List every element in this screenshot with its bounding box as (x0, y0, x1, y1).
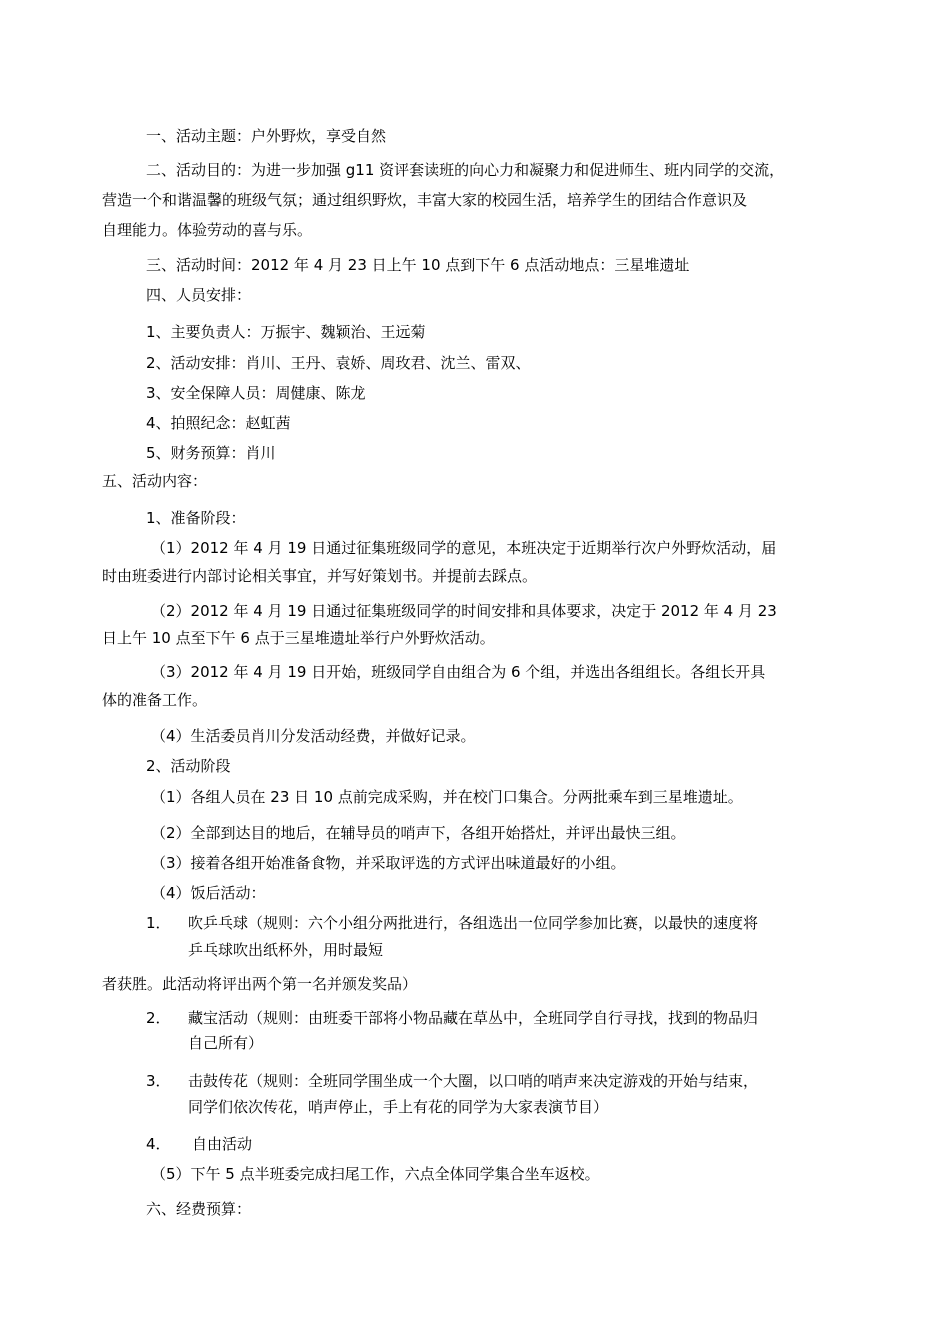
game-1-number: 1． (146, 914, 171, 932)
section-budget: 六、经费预算： (146, 1200, 252, 1218)
game-1-line1 (146, 913, 758, 933)
staff-item: 5、财务预算：肖川 (146, 444, 276, 462)
prepare-item-2-line2: 日上午 10 点至下午 6 点于三星堆遗址举行户外野炊活动。 (102, 629, 495, 647)
stage-activity-heading: 2、活动阶段 (146, 757, 231, 775)
prepare-item-3-line1: （3）2012 年 4 月 19 日开始，班级同学自由组合为 6 个组，并选出各组组长。各组长开具 (151, 663, 766, 681)
activity-item-2: （2）全部到达目的地后，在辅导员的哨声下，各组开始搭灶，并评出最快三组。 (151, 824, 686, 842)
game-1-text: 吹乒乓球（规则：六个小组分两批进行，各组选出一位同学参加比赛，以最快的速度将 (188, 914, 759, 932)
game-1-line3: 者获胜。此活动将评出两个第一名并颁发奖品） (102, 975, 418, 993)
game-3-text: 击鼓传花（规则：全班同学围坐成一个大圈，以口哨的哨声来决定游戏的开始与结束， (188, 1072, 759, 1090)
section-staff: 四、人员安排： (146, 286, 252, 304)
game-2-number: 2． (146, 1009, 171, 1027)
game-2-text: 藏宝活动（规则：由班委干部将小物品藏在草丛中，全班同学自行寻找，找到的物品归 (188, 1009, 759, 1027)
section-purpose-line2: 营造一个和谐温馨的班级气氛；通过组织野炊，丰富大家的校园生活，培养学生的团结合作意识及 (102, 191, 748, 209)
game-4-line1 (146, 1134, 252, 1154)
game-2-line2: 自己所有） (188, 1034, 264, 1052)
section-theme: 一、活动主题：户外野炊，享受自然 (146, 127, 387, 145)
activity-item-4: （4）饭后活动： (151, 884, 266, 902)
prepare-item-3-line2: 体的准备工作。 (102, 691, 208, 709)
section-purpose-line1: 二、活动目的：为进一步加强 g11 资评套读班的向心力和凝聚力和促进师生、班内同学的交流， (146, 161, 785, 179)
staff-item: 3、安全保障人员：周健康、陈龙 (146, 384, 366, 402)
game-3-line1 (146, 1071, 758, 1091)
game-3-line2: 同学们依次传花，哨声停止，手上有花的同学为大家表演节目） (188, 1098, 609, 1116)
section-time: 三、活动时间：2012 年 4 月 23 日上午 10 点到下午 6 点活动地点：三星堆遗址 (146, 256, 690, 274)
game-4-number: 4． (146, 1135, 171, 1153)
stage-prepare-heading: 1、准备阶段： (146, 509, 246, 527)
staff-item: 2、活动安排：肖川、王丹、袁娇、周玫君、沈兰、雷双、 (146, 354, 531, 372)
game-4-text: 自由活动 (192, 1135, 253, 1153)
prepare-item-2-line1: （2）2012 年 4 月 19 日通过征集班级同学的时间安排和具体要求，决定于 2012 年 4 月 23 (151, 602, 777, 620)
activity-item-1: （1）各组人员在 23 日 10 点前完成采购，并在校门口集合。分两批乘车到三星堆遗址。 (151, 788, 743, 806)
staff-item: 4、拍照纪念：赵虹茜 (146, 414, 291, 432)
activity-item-3: （3）接着各组开始准备食物，并采取评选的方式评出味道最好的小组。 (151, 854, 626, 872)
section-purpose-line3: 自理能力。体验劳动的喜与乐。 (102, 221, 313, 239)
activity-item-5: （5）下午 5 点半班委完成扫尾工作，六点全体同学集合坐车返校。 (151, 1165, 600, 1183)
section-content: 五、活动内容： (102, 472, 208, 490)
game-3-number: 3． (146, 1072, 171, 1090)
prepare-item-4: （4）生活委员肖川分发活动经费，并做好记录。 (151, 727, 476, 745)
game-2-line1 (146, 1008, 758, 1028)
staff-item: 1、主要负责人：万振宇、魏颖治、王远菊 (146, 323, 426, 341)
prepare-item-1-line2: 时由班委进行内部讨论相关事宜，并写好策划书。并提前去踩点。 (102, 567, 538, 585)
game-1-line2: 乒乓球吹出纸杯外，用时最短 (188, 941, 384, 959)
prepare-item-1-line1: （1）2012 年 4 月 19 日通过征集班级同学的意见，本班决定于近期举行次户外野炊活动，届 (151, 539, 777, 557)
